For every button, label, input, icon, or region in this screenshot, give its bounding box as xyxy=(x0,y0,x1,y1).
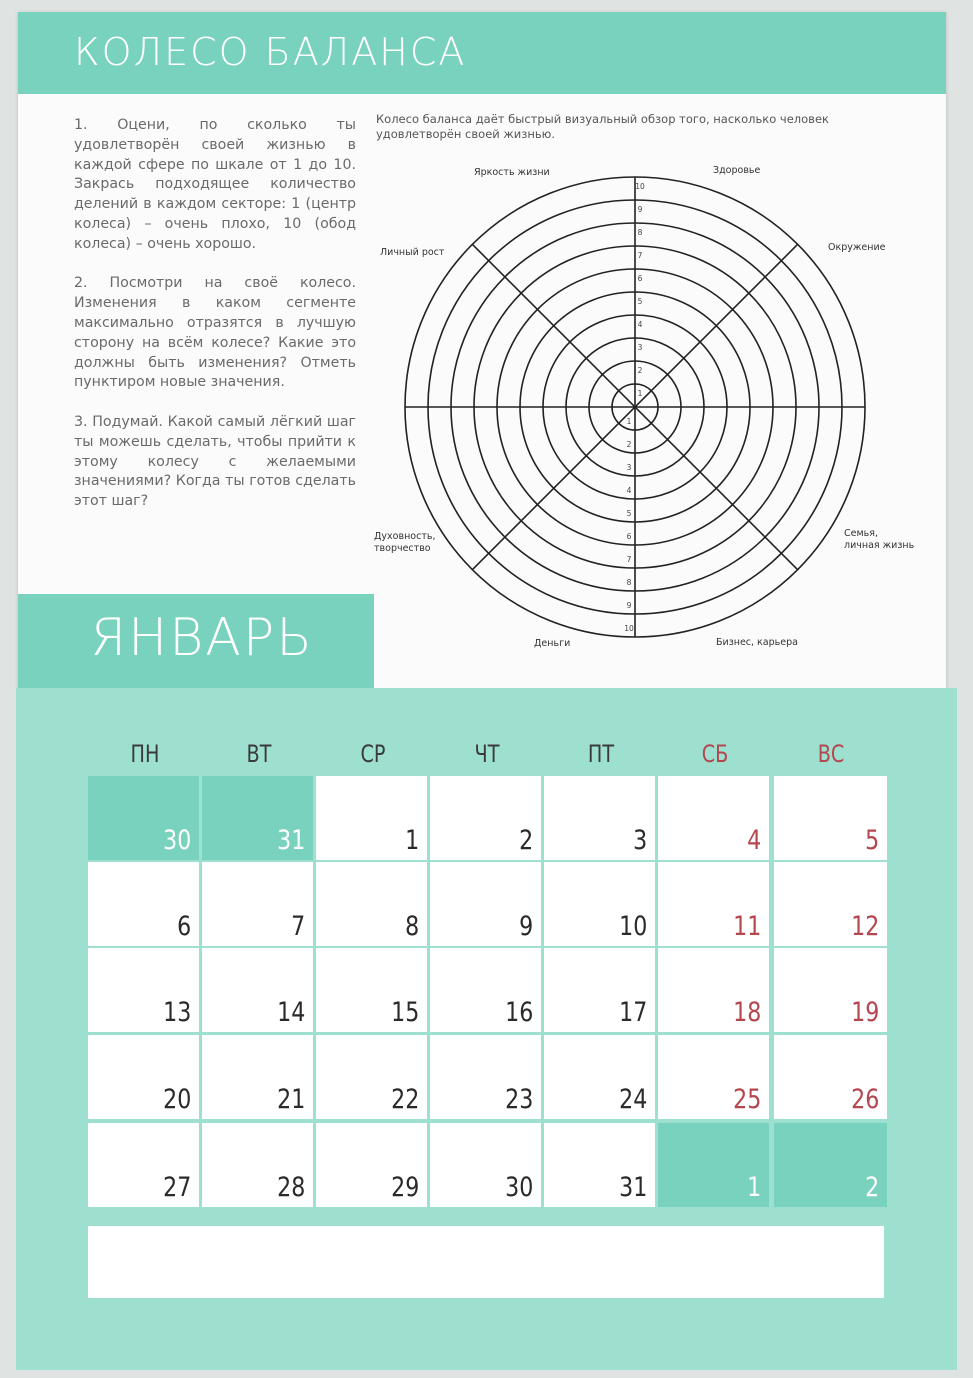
day-number: 1 xyxy=(746,1172,761,1203)
calendar-day[interactable] xyxy=(544,776,655,860)
month-band xyxy=(18,594,374,688)
sector-label-business: Бизнес, карьера xyxy=(716,637,798,648)
day-number: 10 xyxy=(618,911,647,942)
weekday-label: СР xyxy=(360,740,386,768)
calendar-day[interactable] xyxy=(658,776,769,860)
calendar-day[interactable] xyxy=(88,1035,199,1119)
calendar-day[interactable] xyxy=(774,776,887,860)
weekday-label: ПН xyxy=(130,740,160,768)
sector-label-spirit-2: творчество xyxy=(374,543,431,554)
calendar-day[interactable] xyxy=(658,862,769,946)
day-number: 18 xyxy=(732,997,761,1028)
calendar-day[interactable] xyxy=(88,862,199,946)
day-number: 2 xyxy=(864,1172,879,1203)
scale-label-upper: 4 xyxy=(637,320,643,330)
day-number: 11 xyxy=(732,911,761,942)
calendar-day[interactable] xyxy=(430,776,541,860)
instruction-1: 1. Оцени, по сколько ты удовлетворён своей жизнью в каждой сфере по шкале от 1 до 10. Закрась подходящее количество делений в каждом секторе: 1 (центр колеса) – очень плохо, 10 (обод колеса) – очень хорошо. xyxy=(74,117,356,252)
day-number: 29 xyxy=(390,1172,419,1203)
day-number: 1 xyxy=(404,825,419,856)
scale-label-upper: 8 xyxy=(637,228,643,238)
scale-label-lower: 10 xyxy=(624,623,634,633)
calendar-day[interactable] xyxy=(774,862,887,946)
day-number: 21 xyxy=(276,1084,305,1115)
day-number: 3 xyxy=(632,825,647,856)
sector-label-health: Здоровье xyxy=(713,165,761,176)
scale-label-upper: 2 xyxy=(637,366,643,376)
day-number: 5 xyxy=(864,825,879,856)
calendar-day-other-month[interactable] xyxy=(202,776,313,860)
day-number: 19 xyxy=(850,997,879,1028)
sector-label-growth: Личный рост xyxy=(380,247,445,258)
weekday-label: ЧТ xyxy=(474,740,500,768)
calendar-day[interactable] xyxy=(202,1123,313,1207)
wheel-page xyxy=(18,12,946,688)
calendar-day[interactable] xyxy=(658,948,769,1032)
day-number: 9 xyxy=(518,911,533,942)
sector-label-money: Деньги xyxy=(534,638,571,649)
scale-label-lower: 2 xyxy=(626,439,632,449)
notes-area[interactable] xyxy=(88,1226,884,1298)
calendar-day[interactable] xyxy=(316,1123,427,1207)
scale-label-upper: 1 xyxy=(637,389,643,399)
day-number: 31 xyxy=(618,1172,647,1203)
day-number: 4 xyxy=(746,825,761,856)
scale-label-upper: 7 xyxy=(637,251,643,261)
scale-label-upper: 3 xyxy=(637,343,643,353)
weekday-label: СБ xyxy=(701,740,729,768)
day-number: 22 xyxy=(390,1084,419,1115)
day-number: 23 xyxy=(504,1084,533,1115)
scale-label-upper: 5 xyxy=(637,297,643,307)
day-number: 6 xyxy=(176,911,191,942)
calendar-day[interactable] xyxy=(202,1035,313,1119)
scale-label-lower: 7 xyxy=(626,554,632,564)
scale-label-lower: 3 xyxy=(626,462,632,472)
balance-wheel xyxy=(18,12,946,688)
calendar-day[interactable] xyxy=(430,862,541,946)
sector-label-family-1: Семья, xyxy=(844,528,878,539)
calendar-day[interactable] xyxy=(430,948,541,1032)
day-number: 15 xyxy=(390,997,419,1028)
sector-label-spirit-1: Духовность, xyxy=(374,531,436,542)
day-number: 8 xyxy=(404,911,419,942)
day-number: 7 xyxy=(290,911,305,942)
day-number: 14 xyxy=(276,997,305,1028)
scale-label-lower: 9 xyxy=(626,600,632,610)
instruction-2: 2. Посмотри на своё колесо. Изменения в каком сегменте максимально отразятся в лучшую сторону на всём колесе? Какие это должны быть изменения? Отметь пунктиром новые значения. xyxy=(74,275,356,391)
scale-label-lower: 5 xyxy=(626,508,632,518)
calendar-day[interactable] xyxy=(316,776,427,860)
scale-label-lower: 1 xyxy=(626,416,632,426)
scale-label-lower: 4 xyxy=(626,485,632,495)
weekday-label: ВТ xyxy=(246,740,272,768)
sector-label-surroundings: Окружение xyxy=(828,242,886,253)
day-number: 30 xyxy=(162,825,191,856)
scale-label-lower: 6 xyxy=(626,531,632,541)
calendar-day[interactable] xyxy=(544,948,655,1032)
weekday-label: ПТ xyxy=(587,740,615,768)
day-number: 28 xyxy=(276,1172,305,1203)
day-number: 17 xyxy=(618,997,647,1028)
sector-label-family-2: личная жизнь xyxy=(844,540,915,551)
calendar-day[interactable] xyxy=(88,948,199,1032)
instruction-3: 3. Подумай. Какой самый лёгкий шаг ты можешь сделать, чтобы прийти к этому колесу с желаемыми значениями? Когда ты готов сделать этот шаг? xyxy=(74,413,356,510)
calendar-day[interactable] xyxy=(430,1035,541,1119)
day-number: 13 xyxy=(162,997,191,1028)
calendar-day[interactable] xyxy=(658,1035,769,1119)
wheel-intro: Колесо баланса даёт быстрый визуальный обзор того, насколько человек удовлетворён своей жизнью. xyxy=(376,112,829,141)
scale-label-upper: 6 xyxy=(637,274,643,284)
day-number: 20 xyxy=(162,1084,191,1115)
month-title: ЯНВАРЬ xyxy=(90,608,314,668)
calendar-day-other-month[interactable] xyxy=(88,776,199,860)
day-number: 12 xyxy=(850,911,879,942)
calendar-day[interactable] xyxy=(202,948,313,1032)
calendar-day[interactable] xyxy=(316,948,427,1032)
day-number: 25 xyxy=(732,1084,761,1115)
calendar-day[interactable] xyxy=(774,1035,887,1119)
day-number: 31 xyxy=(276,825,305,856)
day-number: 2 xyxy=(518,825,533,856)
calendar-day-other-month[interactable] xyxy=(774,1123,887,1207)
calendar-day[interactable] xyxy=(544,1123,655,1207)
scale-label-lower: 8 xyxy=(626,577,632,587)
calendar-day[interactable] xyxy=(544,1035,655,1119)
calendar-day-other-month[interactable] xyxy=(658,1123,769,1207)
calendar-day[interactable] xyxy=(316,1035,427,1119)
calendar-day[interactable] xyxy=(202,862,313,946)
scale-label-upper: 9 xyxy=(637,205,643,215)
day-number: 24 xyxy=(618,1084,647,1115)
day-number: 30 xyxy=(504,1172,533,1203)
day-number: 26 xyxy=(850,1084,879,1115)
scale-label-upper: 10 xyxy=(635,182,645,192)
calendar-day[interactable] xyxy=(88,1123,199,1207)
calendar-day[interactable] xyxy=(544,862,655,946)
day-number: 27 xyxy=(162,1172,191,1203)
page-title: КОЛЕСО БАЛАНСА xyxy=(74,30,467,74)
calendar-day[interactable] xyxy=(316,862,427,946)
calendar-day[interactable] xyxy=(430,1123,541,1207)
day-number: 16 xyxy=(504,997,533,1028)
sector-label-brightness: Яркость жизни xyxy=(474,167,550,178)
weekday-label: ВС xyxy=(817,740,845,768)
calendar-day[interactable] xyxy=(774,948,887,1032)
